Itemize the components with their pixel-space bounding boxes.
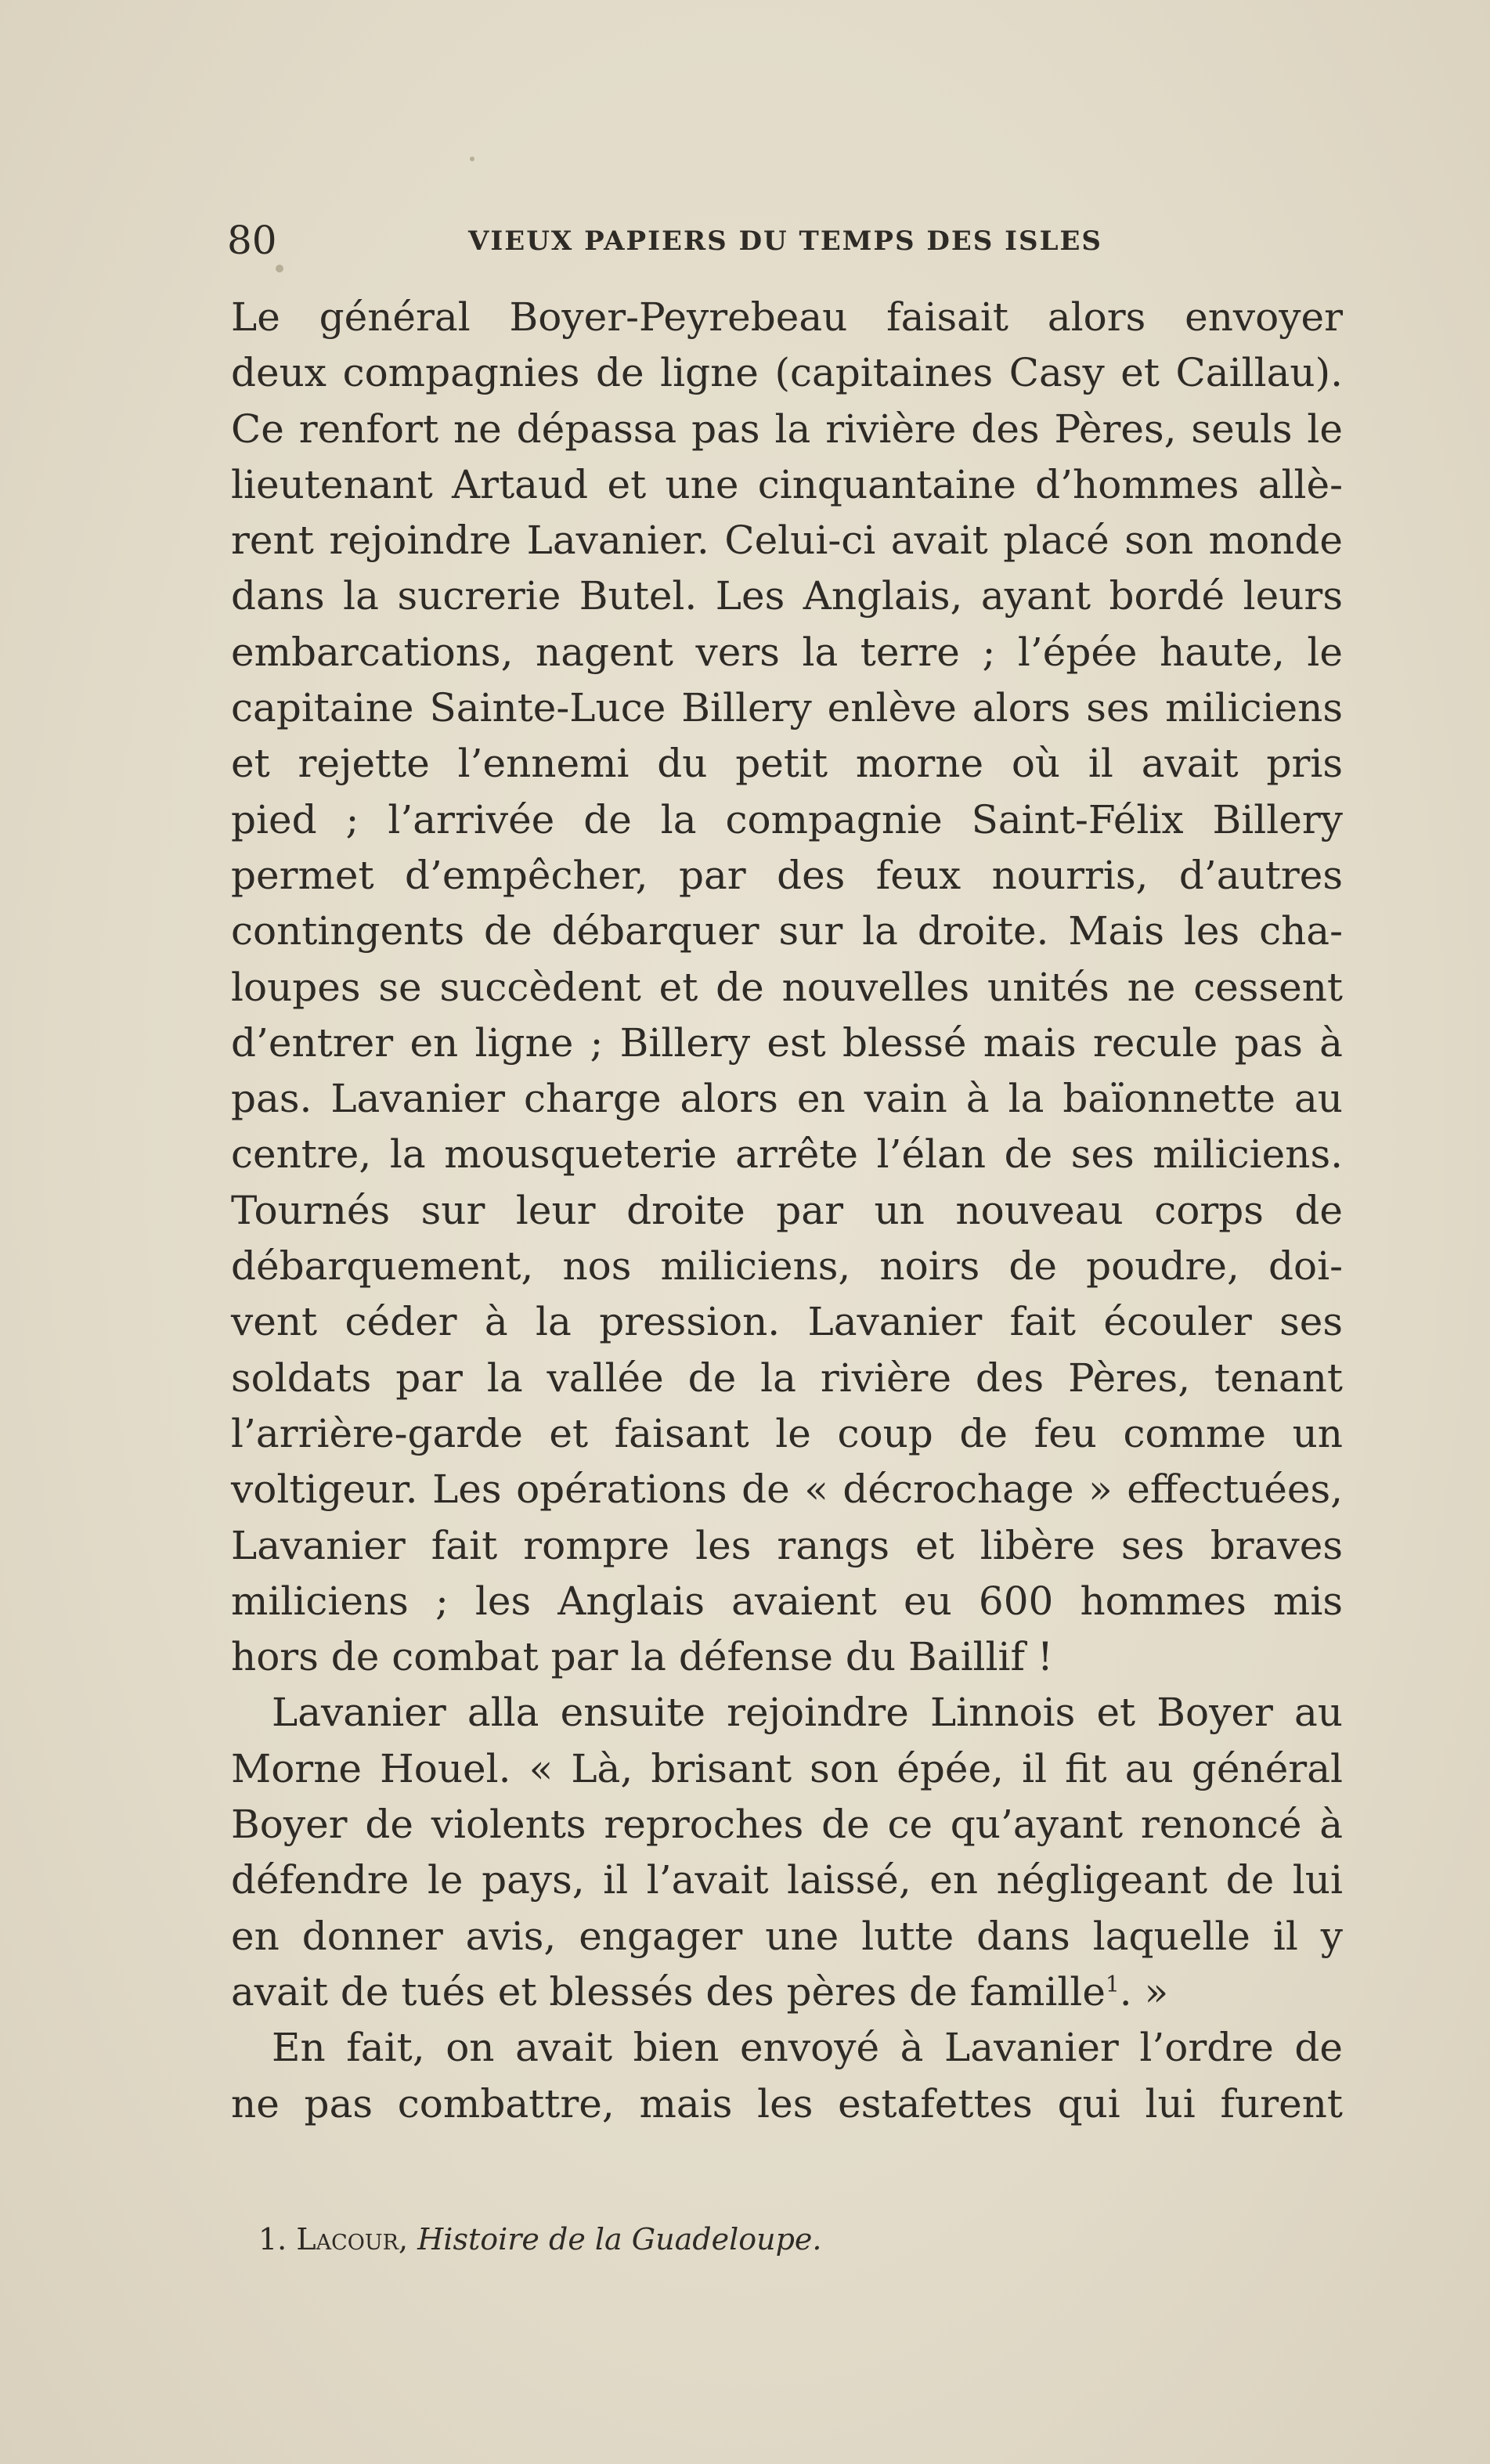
text-line: contingents de débarquer sur la droite. Mais les cha- — [231, 908, 1343, 954]
page-number: 80 — [227, 218, 277, 263]
text-line: Tournés sur leur droite par un nouveau corps de — [231, 1187, 1343, 1233]
text-line-with-footnote — [231, 1964, 1343, 2020]
running-title: VIEUX PAPIERS DU TEMPS DES ISLES — [468, 225, 1102, 257]
text-line: capitaine Sainte-Luce Billery enlève alors ses miliciens — [231, 685, 1343, 731]
text-line: ne pas combattre, mais les estafettes qui lui furent — [231, 2080, 1343, 2127]
text-line: Morne Houel. « Là, brisant son épée, il fit au général — [231, 1745, 1343, 1791]
text-line: l’arrière-garde et faisant le coup de feu comme un — [231, 1410, 1343, 1456]
text-line: et rejette l’ennemi du petit morne où il avait pris — [231, 741, 1343, 787]
text-line: rent rejoindre Lavanier. Celui-ci avait placé son monde — [231, 518, 1343, 564]
text-line: Boyer de violents reproches de ce qu’ayant renoncé à — [231, 1802, 1343, 1848]
text-line: Ce renfort ne dépassa pas la rivière des Pères, seuls le — [231, 406, 1343, 452]
body-text — [231, 290, 1343, 2132]
text-line: centre, la mousqueterie arrête l’élan de ses miliciens. — [231, 1131, 1343, 1178]
text-line: dans la sucrerie Butel. Les Anglais, ayant bordé leurs — [231, 573, 1343, 619]
text-line: voltigeur. Les opérations de « décrochage » effectuées, — [231, 1466, 1343, 1513]
text-line: vent céder à la pression. Lavanier fait écouler ses — [231, 1299, 1343, 1345]
footnote — [258, 2217, 821, 2261]
text-line: embarcations, nagent vers la terre ; l’épée haute, le — [231, 629, 1343, 675]
text-line: deux compagnies de ligne (capitaines Casy et Caillau). — [231, 350, 1343, 396]
text-line: débarquement, nos miliciens, noirs de poudre, doi- — [231, 1243, 1343, 1290]
text-line: pas. Lavanier charge alors en vain à la baïonnette au — [231, 1076, 1343, 1122]
text-fragment: . » — [1119, 1968, 1169, 2015]
text-line: pied ; l’arrivée de la compagnie Saint-Félix Billery — [231, 796, 1343, 842]
text-line: soldats par la vallée de la rivière des Pères, tenant — [231, 1355, 1343, 1401]
text-line: Lavanier alla ensuite rejoindre Linnois et Boyer au — [272, 1690, 1343, 1736]
text-line: permet d’empêcher, par des feux nourris, d’autres — [231, 852, 1343, 898]
text-line: Le général Boyer-Peyrebeau faisait alors envoyer — [231, 294, 1343, 340]
paper-speck — [470, 157, 474, 161]
footnote-reference: 1 — [1105, 1971, 1120, 1997]
text-line: loupes se succèdent et de nouvelles unités ne cessent — [231, 964, 1343, 1010]
text-line: miliciens ; les Anglais avaient eu 600 hommes mis — [231, 1578, 1343, 1624]
text-line: Lavanier fait rompre les rangs et libère ses braves — [231, 1522, 1343, 1568]
text-line: En fait, on avait bien envoyé à Lavanier l’ordre de — [272, 2025, 1343, 2071]
text-line: défendre le pays, il l’avait laissé, en négligeant de lui — [231, 1857, 1343, 1903]
footnote-author: Lacour — [296, 2222, 399, 2257]
footnote-number: 1. — [258, 2222, 287, 2257]
footnote-title: Histoire de la Guadeloupe. — [417, 2222, 822, 2257]
text-line: d’entrer en ligne ; Billery est blessé mais recule pas à — [231, 1019, 1343, 1066]
text-line: lieutenant Artaud et une cinquantaine d’hommes allè- — [231, 461, 1343, 507]
text-line: hors de combat par la défense du Baillif ! — [231, 1634, 1054, 1680]
footnote-separator: , — [398, 2222, 409, 2257]
text-fragment: avait de tués et blessés des pères de famille — [231, 1968, 1106, 2015]
text-line: en donner avis, engager une lutte dans laquelle il y — [231, 1913, 1343, 1959]
page-header — [227, 213, 1339, 268]
